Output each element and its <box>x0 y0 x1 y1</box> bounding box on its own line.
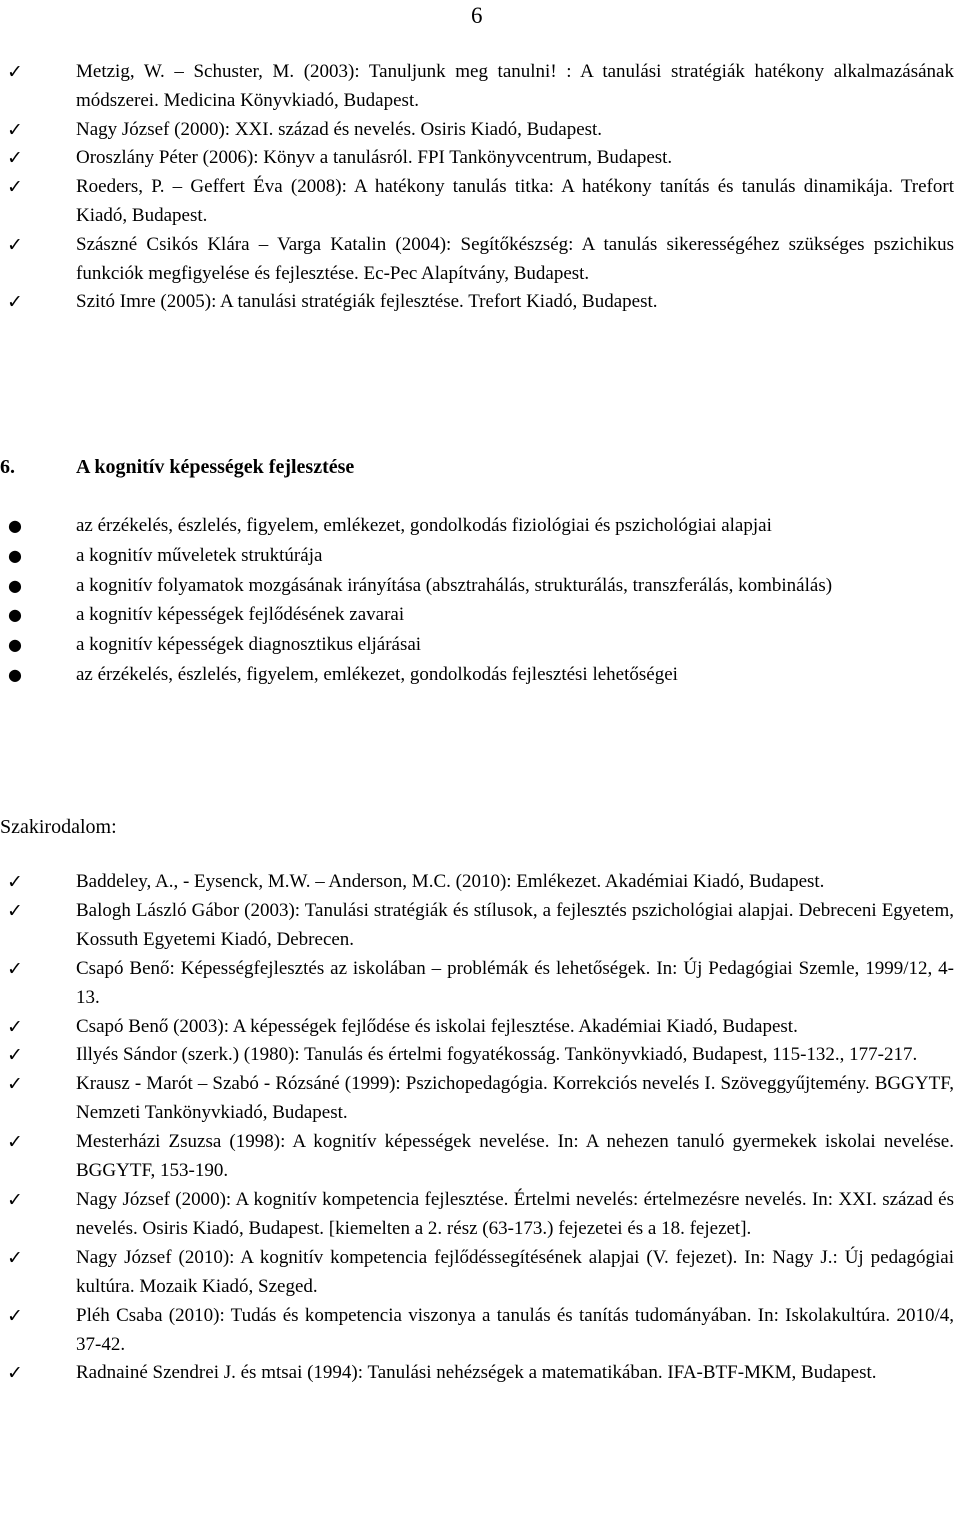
bullet-list <box>0 511 960 690</box>
list-item-text: a kognitív képességek fejlődésének zavarai <box>76 604 405 626</box>
check-icon: ✓ <box>7 957 23 980</box>
list-item-text: a kognitív képességek diagnosztikus eljárásai <box>76 634 422 656</box>
reference-item <box>0 955 960 1013</box>
reference-text: Nagy József (2010): A kognitív kompetencia fejlődéssegítésének alapjai (V. fejezet). In: Nagy J.: Új pedagógiai kultúra. Mozaik Kiadó, Szeged. <box>76 1246 954 1297</box>
reference-list-top <box>0 58 960 317</box>
reference-item <box>0 58 960 116</box>
list-item-text: az érzékelés, észlelés, figyelem, emlékezet, gondolkodás fejlesztési lehetőségei <box>76 663 678 685</box>
reference-text: Radnainé Szendrei J. és mtsai (1994): Tanulási nehézségek a matematikában. IFA-BTF-MKM, Budapest. <box>76 1362 877 1384</box>
check-icon: ✓ <box>7 118 23 141</box>
check-icon: ✓ <box>7 871 23 893</box>
reference-item <box>0 1302 960 1360</box>
check-icon: ✓ <box>7 1131 23 1154</box>
page-number: 6 <box>471 3 483 28</box>
bullet-icon: ● <box>8 575 22 595</box>
list-item <box>0 600 960 630</box>
reference-item <box>0 1128 960 1186</box>
check-icon: ✓ <box>7 1188 23 1211</box>
check-icon: ✓ <box>7 291 23 314</box>
reference-text: Illyés Sándor (szerk.) (1980): Tanulás és értelmi fogyatékosság. Tankönyvkiadó, Budapest, 115-132., 177-217. <box>76 1044 918 1066</box>
bullet-icon: ● <box>8 635 22 655</box>
check-icon: ✓ <box>7 1073 23 1096</box>
reference-list-bottom <box>0 868 960 1388</box>
reference-text: Mesterházi Zsuzsa (1998): A kognitív képességek nevelése. In: A nehezen tanuló gyermekek iskolai nevelése. BGGYTF, 153-190. <box>76 1131 954 1182</box>
bullet-icon: ● <box>8 545 22 565</box>
check-icon: ✓ <box>7 147 23 170</box>
section-number: 6. <box>0 456 15 478</box>
reference-text: Pléh Csaba (2010): Tudás és kompetencia viszonya a tanulás és tanítás tudományában. In: Iskolakultúra. 2010/4, 37-42. <box>76 1304 954 1355</box>
reference-item <box>0 1041 960 1070</box>
check-icon: ✓ <box>7 1246 23 1269</box>
reference-text: Nagy József (2000): XXI. század és nevelés. Osiris Kiadó, Budapest. <box>76 118 603 140</box>
reference-item <box>0 144 960 173</box>
reference-item <box>0 173 960 231</box>
literature-heading: Szakirodalom: <box>0 816 117 838</box>
reference-text: Balogh László Gábor (2003): Tanulási stratégiák és stílusok, a fejlesztés pszichológiai alapjai. Debreceni Egyetem, Kossuth Egyetemi Kiadó, Debrecen. <box>76 899 954 950</box>
reference-text: Csapó Benő: Képességfejlesztés az iskolában – problémák és lehetőségek. In: Új Pedagógiai Szemle, 1999/12, 4-13. <box>76 957 954 1008</box>
reference-item <box>0 1013 960 1042</box>
check-icon: ✓ <box>7 1362 23 1385</box>
reference-item <box>0 1359 960 1388</box>
check-icon: ✓ <box>7 233 23 256</box>
reference-text: Baddeley, A., - Eysenck, M.W. – Anderson, M.C. (2010): Emlékezet. Akadémiai Kiadó, Budapest. <box>76 871 825 892</box>
list-item <box>0 630 960 660</box>
check-icon: ✓ <box>7 1015 23 1038</box>
reference-list <box>0 58 960 317</box>
check-icon: ✓ <box>7 1304 23 1327</box>
reference-item <box>0 1244 960 1302</box>
reference-item <box>0 897 960 955</box>
bullet-icon: ● <box>8 664 22 684</box>
list-item <box>0 660 960 690</box>
reference-item <box>0 1070 960 1128</box>
reference-item <box>0 288 960 317</box>
reference-text: Szitó Imre (2005): A tanulási stratégiák fejlesztése. Trefort Kiadó, Budapest. <box>76 291 658 313</box>
reference-text: Nagy József (2000): A kognitív kompetencia fejlesztése. Értelmi nevelés: értelmezésre nevelés. In: XXI. század és nevelés. Osiris Kiadó, Budapest. [kiemelten a 2. rész (63-173.) fejezetei és a 18. fejezet]. <box>76 1188 954 1239</box>
list-item <box>0 511 960 541</box>
check-icon: ✓ <box>7 176 23 199</box>
list-item-text: a kognitív műveletek struktúrája <box>76 544 323 566</box>
reference-item <box>0 231 960 289</box>
section-title: A kognitív képességek fejlesztése <box>76 456 355 478</box>
reference-text: Krausz - Marót – Szabó - Rózsáné (1999): Pszichopedagógia. Korrekciós nevelés I. Szöveggyűjtemény. BGGYTF, Nemzeti Tankönyvkiadó, Budapest. <box>76 1073 954 1124</box>
reference-item <box>0 1186 960 1244</box>
reference-text: Oroszlány Péter (2006): Könyv a tanulásról. FPI Tankönyvcentrum, Budapest. <box>76 147 673 169</box>
list-item-text: az érzékelés, észlelés, figyelem, emlékezet, gondolkodás fiziológiai és pszichológiai alapjai <box>76 515 772 536</box>
list-item-text: a kognitív folyamatok mozgásának irányítása (absztrahálás, strukturálás, transzferálás, kombinálás) <box>76 574 833 596</box>
topic-list <box>0 511 960 690</box>
check-icon: ✓ <box>7 1044 23 1067</box>
reference-text: Metzig, W. – Schuster, M. (2003): Tanuljunk meg tanulni! : A tanulási stratégiák hatékony alkalmazásának módszerei. Medicina Könyvkiadó, Budapest. <box>76 61 954 111</box>
section-heading <box>0 452 960 482</box>
reference-text: Szászné Csikós Klára – Varga Katalin (2004): Segítőkészség: A tanulás sikerességéhez szükséges pszichikus funkciók megfigyelése és fejlesztése. Ec-Pec Alapítvány, Budapest. <box>76 233 954 284</box>
bullet-icon: ● <box>8 605 22 625</box>
check-icon: ✓ <box>7 899 23 922</box>
bullet-icon: ● <box>8 516 22 535</box>
check-icon: ✓ <box>7 61 23 83</box>
list-item <box>0 571 960 601</box>
reference-text: Csapó Benő (2003): A képességek fejlődése és iskolai fejlesztése. Akadémiai Kiadó, Budapest. <box>76 1015 798 1037</box>
reference-item <box>0 116 960 145</box>
reference-text: Roeders, P. – Geffert Éva (2008): A hatékony tanulás titka: A hatékony tanítás és tanulás dinamikája. Trefort Kiadó, Budapest. <box>76 176 954 226</box>
reference-item <box>0 868 960 897</box>
reference-list <box>0 868 960 1388</box>
list-item <box>0 541 960 571</box>
